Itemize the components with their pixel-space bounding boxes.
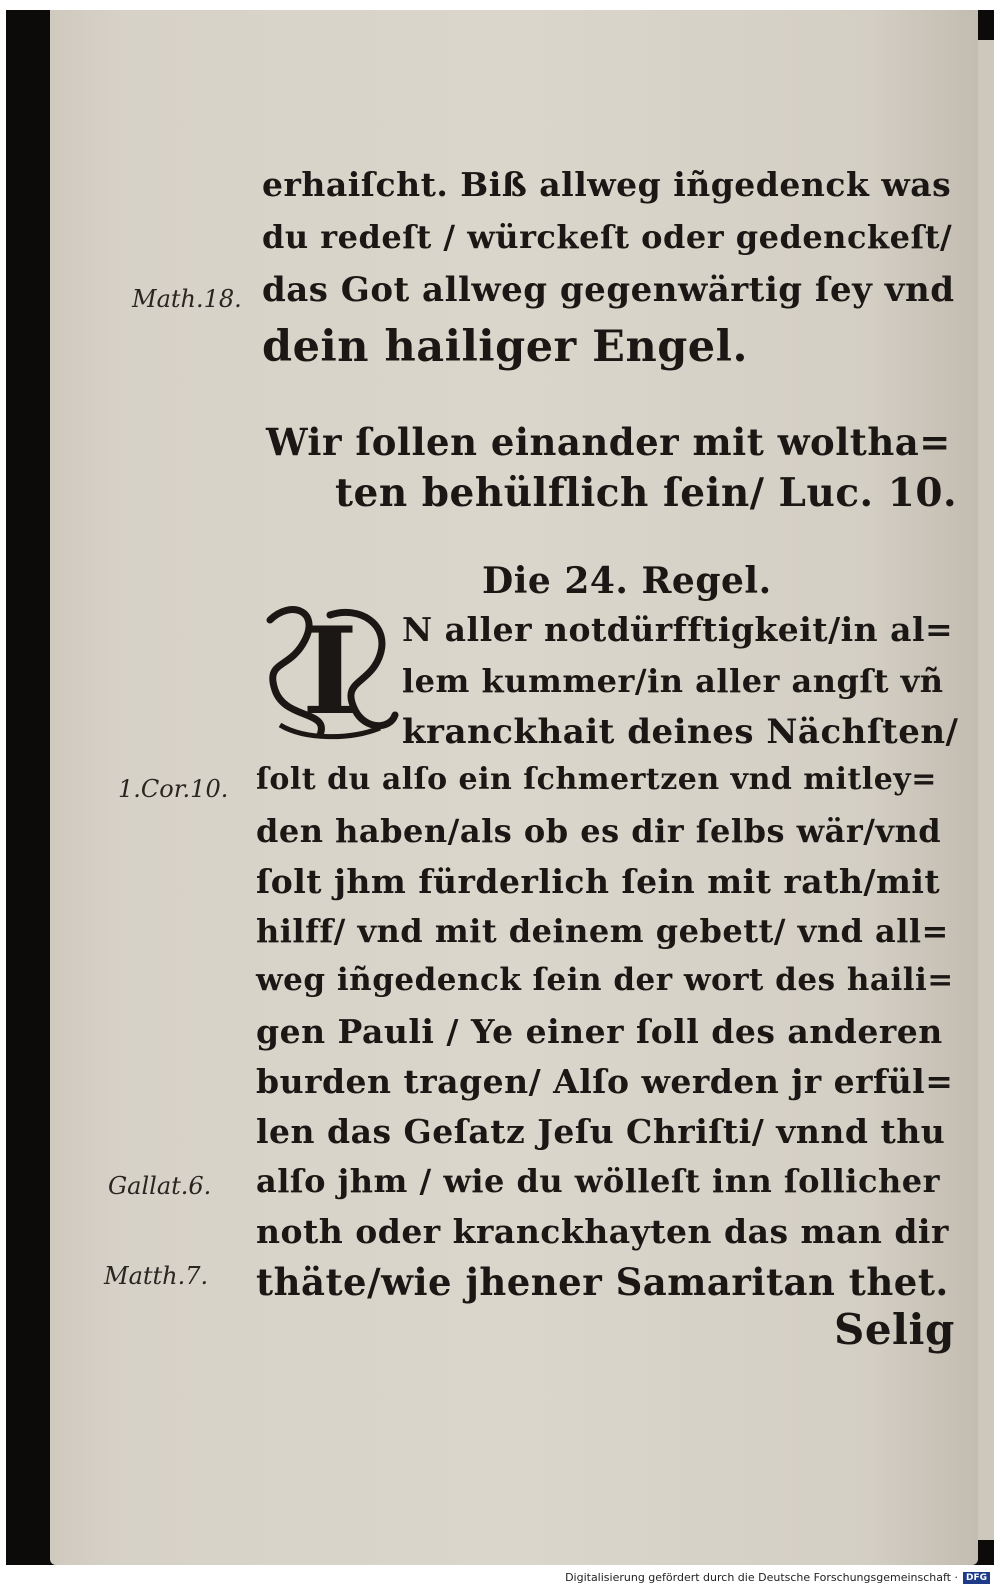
text-line: len das Geſatz Jeſu Chriſti/ vnnd thu [256,1112,946,1151]
rule-title: Die 24. Regel. [482,560,772,602]
section-heading-line2: ten behülflich ſein/ Luc. 10. [335,470,958,516]
decorated-initial [260,600,400,744]
text-line: gen Pauli / Ye einer ſoll des anderen [256,1012,943,1051]
text-line: noth oder kranckhayten das man dir [256,1212,949,1251]
margin-note-gallat6: Gallat.6. [108,1172,212,1200]
text-line: weg iñgedenck ſein der wort des haili= [256,962,954,998]
text-line: ſolt du alſo ein ſchmertzen vnd mitley= [256,762,937,797]
drop-cap-letter: I [301,601,359,742]
text-line: dein hailiger Engel. [262,322,748,372]
page-edge [978,40,994,1540]
digitization-credit [565,1571,990,1584]
dfg-logo-icon: DFG [963,1572,990,1584]
text-line: alſo jhm / wie du wölleſt inn ſollicher [256,1162,940,1200]
credit-text: Digitalisierung gefördert durch die Deutsche Forschungsgemeinschaft · [565,1571,958,1584]
text-line: das Got allweg gegenwärtig ſey vnd [262,270,955,310]
text-line: lem kummer/in aller angſt vñ [402,662,944,700]
margin-note-matth7: Matth.7. [104,1262,209,1290]
text-line: hilff/ vnd mit deinem gebett/ vnd all= [256,912,949,950]
text-line: burden tragen/ Alſo werden jr erfül= [256,1062,954,1101]
text-line: kranckhait deines Nächſten/ [402,712,959,752]
text-line: den haben/als ob es dir ſelbs wär/vnd [256,812,942,850]
text-line: erhaiſcht. Biß allweg iñgedenck was [262,165,952,204]
section-heading-line1: Wir ſollen einander mit woltha= [266,420,951,464]
text-line: thäte/wie jhener Samaritan thet. [256,1260,949,1304]
margin-note-cor10: 1.Cor.10. [118,775,229,803]
text-line: ſolt jhm fürderlich ſein mit rath/mit [256,862,941,901]
text-line: du redeſt / würckeſt oder gedenckeſt/ [262,218,953,256]
text-line: N aller notdürfftigkeit/in al= [402,610,954,649]
catchword: Selig [834,1305,955,1354]
margin-note-math18: Math.18. [132,285,242,313]
